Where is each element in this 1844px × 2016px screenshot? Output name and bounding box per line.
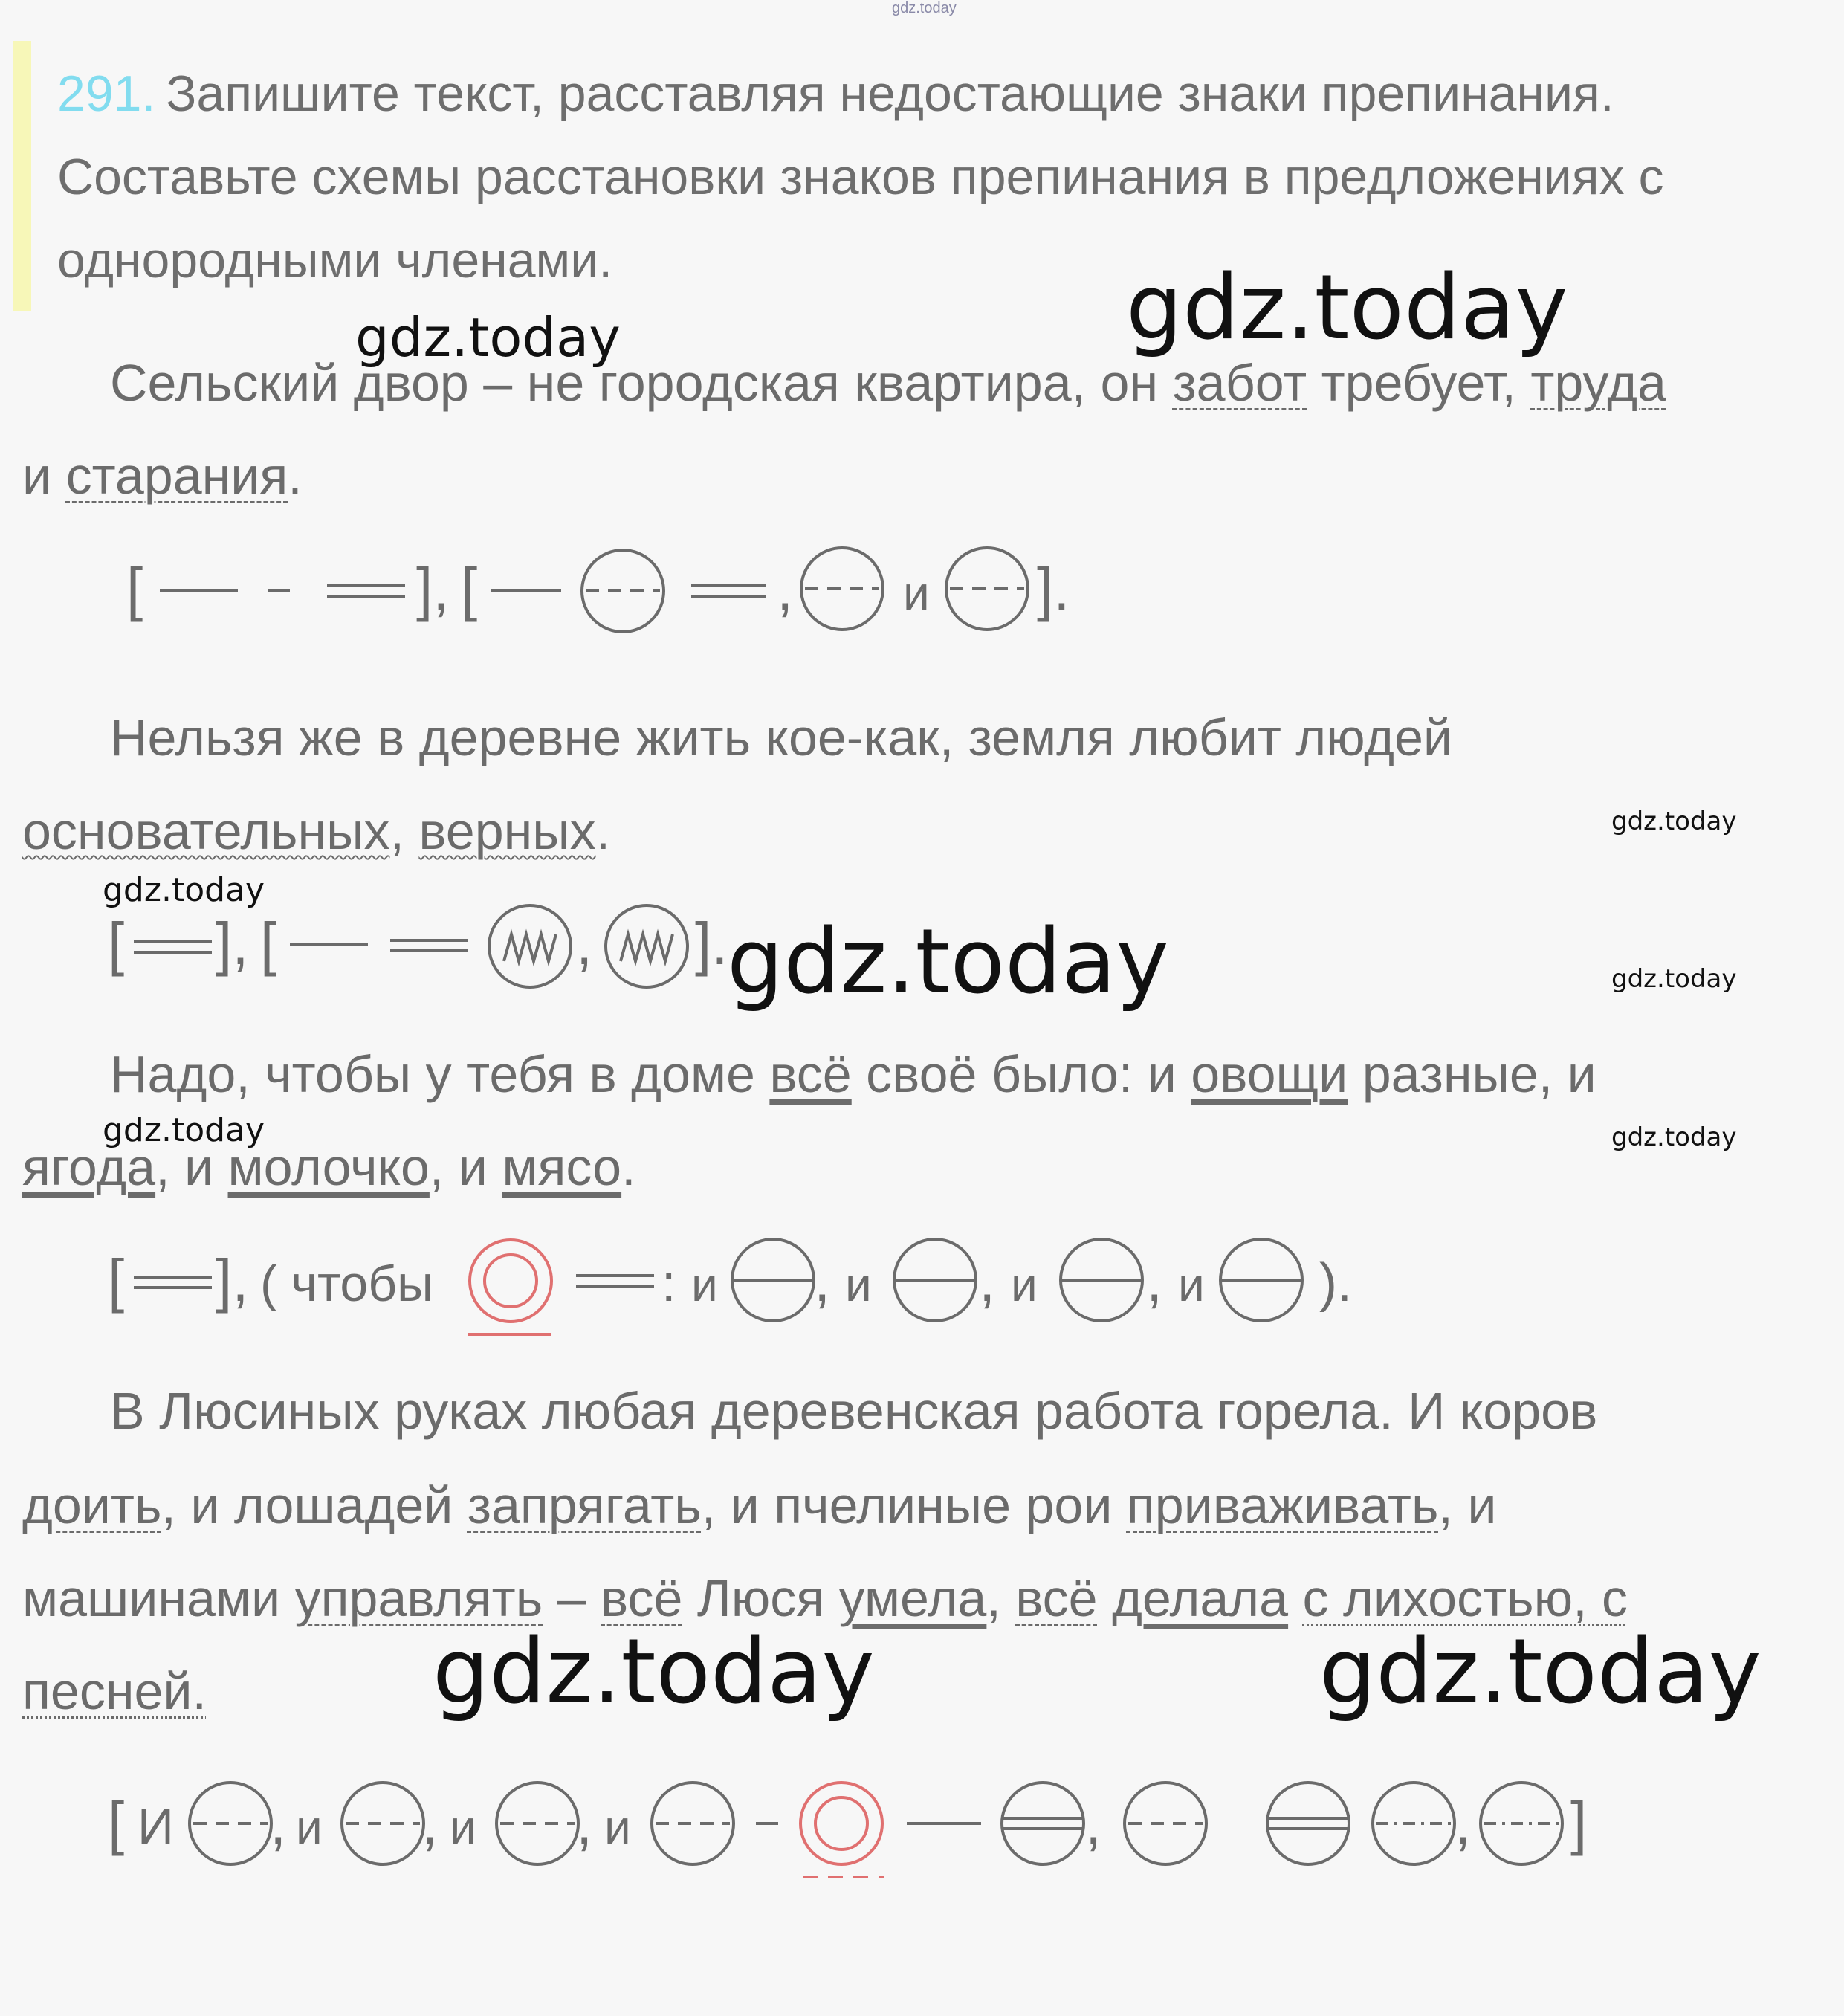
comma: ,	[1455, 1790, 1472, 1856]
text: , и	[155, 1138, 228, 1196]
bracket: [	[108, 911, 125, 977]
bracket: [	[108, 1790, 125, 1856]
object-word: старания	[65, 447, 288, 505]
colon: :	[661, 1254, 676, 1312]
comma: ,	[777, 556, 794, 622]
bracket: ].	[695, 911, 728, 977]
text: В Люсиных руках любая деревенская работа горела. И коров	[110, 1382, 1598, 1440]
object-word: запрягать	[467, 1476, 702, 1534]
attribute-word: верных	[418, 802, 596, 860]
bracket: [	[260, 911, 277, 977]
task-body: Запишите текст, расставляя недостающие знаки препинания. Составьте схемы расстановки знаков препинания в предложениях с однородными членами.	[57, 65, 1664, 288]
watermark-top: gdz.today	[892, 0, 957, 16]
watermark: gdz.today	[433, 1621, 875, 1724]
text: ,	[986, 1569, 1016, 1627]
comma: ,	[270, 1790, 287, 1856]
bracket: [	[126, 556, 143, 622]
comma: ,	[979, 1247, 996, 1314]
sentence-2-line-2	[22, 801, 610, 861]
scheme-4	[97, 1769, 1588, 1888]
text: своё было: и	[851, 1045, 1191, 1103]
sentence-4-line-1	[110, 1381, 1597, 1441]
text	[1288, 1569, 1302, 1627]
conj: и	[1178, 1258, 1205, 1311]
text: , и пчелиные рои	[701, 1476, 1127, 1534]
text: требует,	[1307, 354, 1531, 412]
text: Люся	[682, 1569, 839, 1627]
watermark: gdz.today	[1611, 1122, 1737, 1152]
text: машинами	[22, 1569, 295, 1627]
watermark: gdz.today	[1611, 964, 1737, 994]
comma: ,	[1085, 1790, 1102, 1856]
conj: ( чтобы	[260, 1256, 433, 1312]
adverbial-word: с лихостью, с	[1302, 1569, 1628, 1627]
comma: ,	[1146, 1247, 1163, 1314]
object-word: управлять	[294, 1569, 543, 1627]
conj: и	[296, 1800, 323, 1854]
subject-word: всё	[769, 1045, 852, 1103]
text: .	[288, 447, 303, 505]
conj: и	[604, 1800, 631, 1854]
comma: ,	[576, 1790, 593, 1856]
bracket: ].	[1037, 556, 1070, 622]
sentence-1-line-2	[22, 446, 303, 505]
watermark: gdz.today	[103, 1111, 265, 1149]
text: , и лошадей	[161, 1476, 468, 1534]
subject-word: овощи	[1191, 1045, 1348, 1103]
sentence-2-line-1	[110, 708, 1452, 767]
subject-word: молочко	[227, 1138, 430, 1196]
adverbial-word: песней.	[22, 1662, 207, 1720]
bracket: ],	[416, 556, 450, 622]
sentence-4-line-3	[22, 1568, 1628, 1628]
object-word: доить	[22, 1476, 162, 1534]
conj: И	[138, 1798, 174, 1855]
sentence-4-line-2	[22, 1476, 1496, 1535]
text	[1098, 1569, 1112, 1627]
sentence-3-line-2	[22, 1137, 636, 1197]
text: , и	[429, 1138, 502, 1196]
watermark: gdz.today	[727, 911, 1169, 1014]
conj: и	[903, 566, 930, 620]
scheme-1	[111, 535, 1093, 639]
conj: и	[691, 1258, 718, 1311]
text: , и	[1438, 1476, 1497, 1534]
sentence-1-line-1	[110, 353, 1666, 413]
object-word: приваживать	[1126, 1476, 1439, 1534]
text: ,	[389, 802, 419, 860]
subject-word: мясо	[502, 1138, 622, 1196]
text: .	[621, 1138, 636, 1196]
attribute-word: основательных	[22, 802, 390, 860]
close-paren: ).	[1319, 1253, 1352, 1313]
comma: ,	[421, 1790, 439, 1856]
conj: и	[1011, 1258, 1038, 1311]
sentence-4-line-4	[22, 1661, 207, 1721]
text: .	[595, 802, 611, 860]
text: и	[22, 447, 66, 505]
watermark: gdz.today	[1611, 807, 1737, 836]
subject-word: ягода	[22, 1138, 156, 1196]
highlight-bar	[13, 41, 31, 311]
watermark: gdz.today	[1319, 1621, 1761, 1724]
object-word: всё	[601, 1569, 683, 1627]
object-word: труда	[1530, 354, 1666, 412]
bracket: ],	[216, 1247, 249, 1314]
conj: и	[450, 1800, 476, 1854]
scheme-2	[97, 896, 751, 992]
comma: ,	[814, 1247, 831, 1314]
task-number: 291.	[57, 65, 156, 122]
predicate-word: умела	[838, 1569, 987, 1627]
watermark: gdz.today	[355, 306, 621, 369]
bracket: ],	[216, 911, 249, 977]
conj: и	[845, 1258, 872, 1311]
text: –	[543, 1569, 601, 1627]
sentence-3-line-1	[110, 1044, 1596, 1104]
text: разные, и	[1348, 1045, 1596, 1103]
watermark: gdz.today	[1126, 256, 1568, 360]
object-word: всё	[1015, 1569, 1098, 1627]
scheme-3	[97, 1227, 1375, 1345]
predicate-word: делала	[1112, 1569, 1289, 1627]
object-word: забот	[1172, 354, 1307, 412]
bracket: ]	[1570, 1790, 1588, 1856]
text: Надо, чтобы у тебя в доме	[110, 1045, 770, 1103]
bracket: [	[461, 556, 478, 622]
text: Нельзя же в деревне жить кое-как, земля любит людей	[110, 708, 1453, 766]
comma: ,	[576, 911, 593, 977]
bracket: [	[108, 1247, 125, 1314]
text: Сельский двор – не городская квартира, он	[110, 354, 1173, 412]
watermark: gdz.today	[103, 871, 265, 909]
